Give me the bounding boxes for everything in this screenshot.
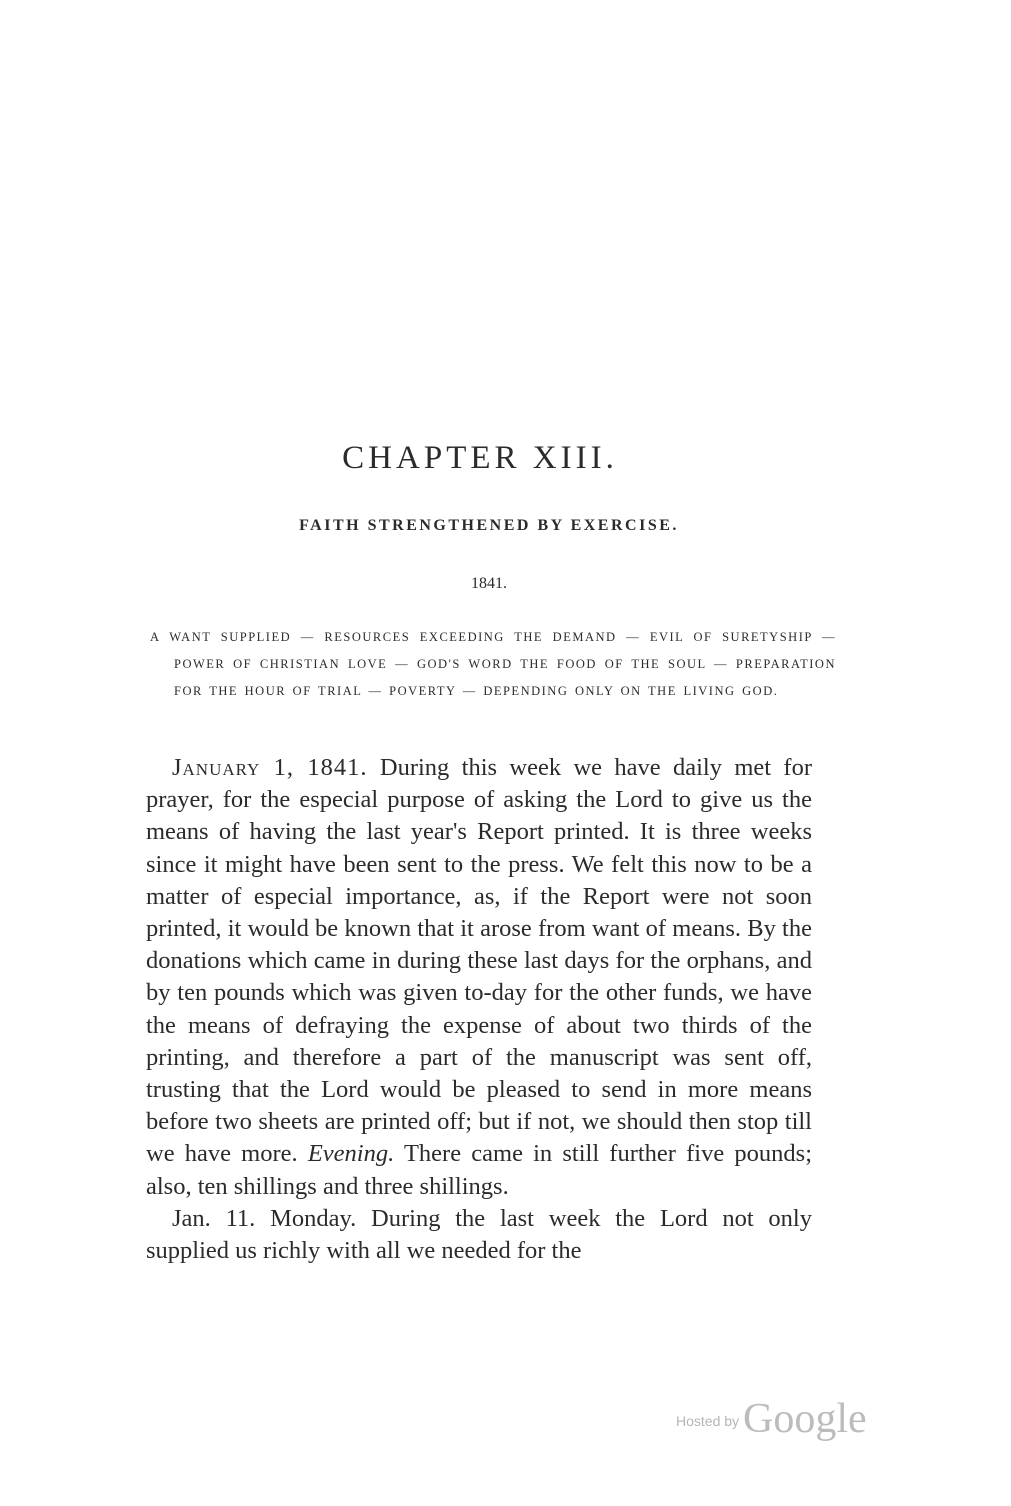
hosted-by-label: Hosted by	[676, 1413, 740, 1429]
paragraph-text: During this week we have daily met for prayer, for the especial purpose of asking the Lord to give us the means of having the last year's Report printed. It is three weeks since it might have been sent to the press. We felt this now to be a matter of especial importance, as, if the Report were not soon printed, it would be known that it arose from want of means. By the donations which came in during these last days for the orphans, and by ten pounds which was given to-day for the other funds, we have the means of defraying the expense of about two thirds of the printing, and therefore a part of the manuscript was sent off, trusting that the Lord would be pleased to send in more means before two sheets are printed off; but if not, we should then stop till we have more.	[146, 754, 813, 1168]
date-lead: January 1, 1841.	[172, 754, 368, 781]
body-text	[146, 752, 812, 1267]
chapter-year: 1841.	[471, 575, 507, 592]
google-logo: Google	[743, 1396, 867, 1442]
hosted-by-google-watermark	[676, 1390, 896, 1440]
paragraph-text-end: There came in still further five pounds; also, ten shillings and three shillings.	[146, 1140, 812, 1200]
italic-evening: Evening.	[307, 1140, 395, 1168]
chapter-summary: A WANT SUPPLIED — RESOURCES EXCEEDING THE DEMAND — EVIL OF SURETYSHIP — POWER OF CHRISTIAN LOVE — GOD'S WORD THE FOOD OF THE SOUL — PREPARATION FOR THE HOUR OF TRIAL — POVERTY — DEPENDING ONLY ON THE LIVING GOD.	[150, 630, 836, 698]
paragraph-jan-11: Jan. 11. Monday. During the last week the Lord not only supplied us richly with all we needed for the	[146, 1204, 812, 1265]
chapter-heading: CHAPTER XIII.	[342, 440, 618, 476]
paragraph-january-1	[146, 752, 812, 1203]
chapter-subtitle: FAITH STRENGTHENED BY EXERCISE.	[299, 517, 679, 534]
